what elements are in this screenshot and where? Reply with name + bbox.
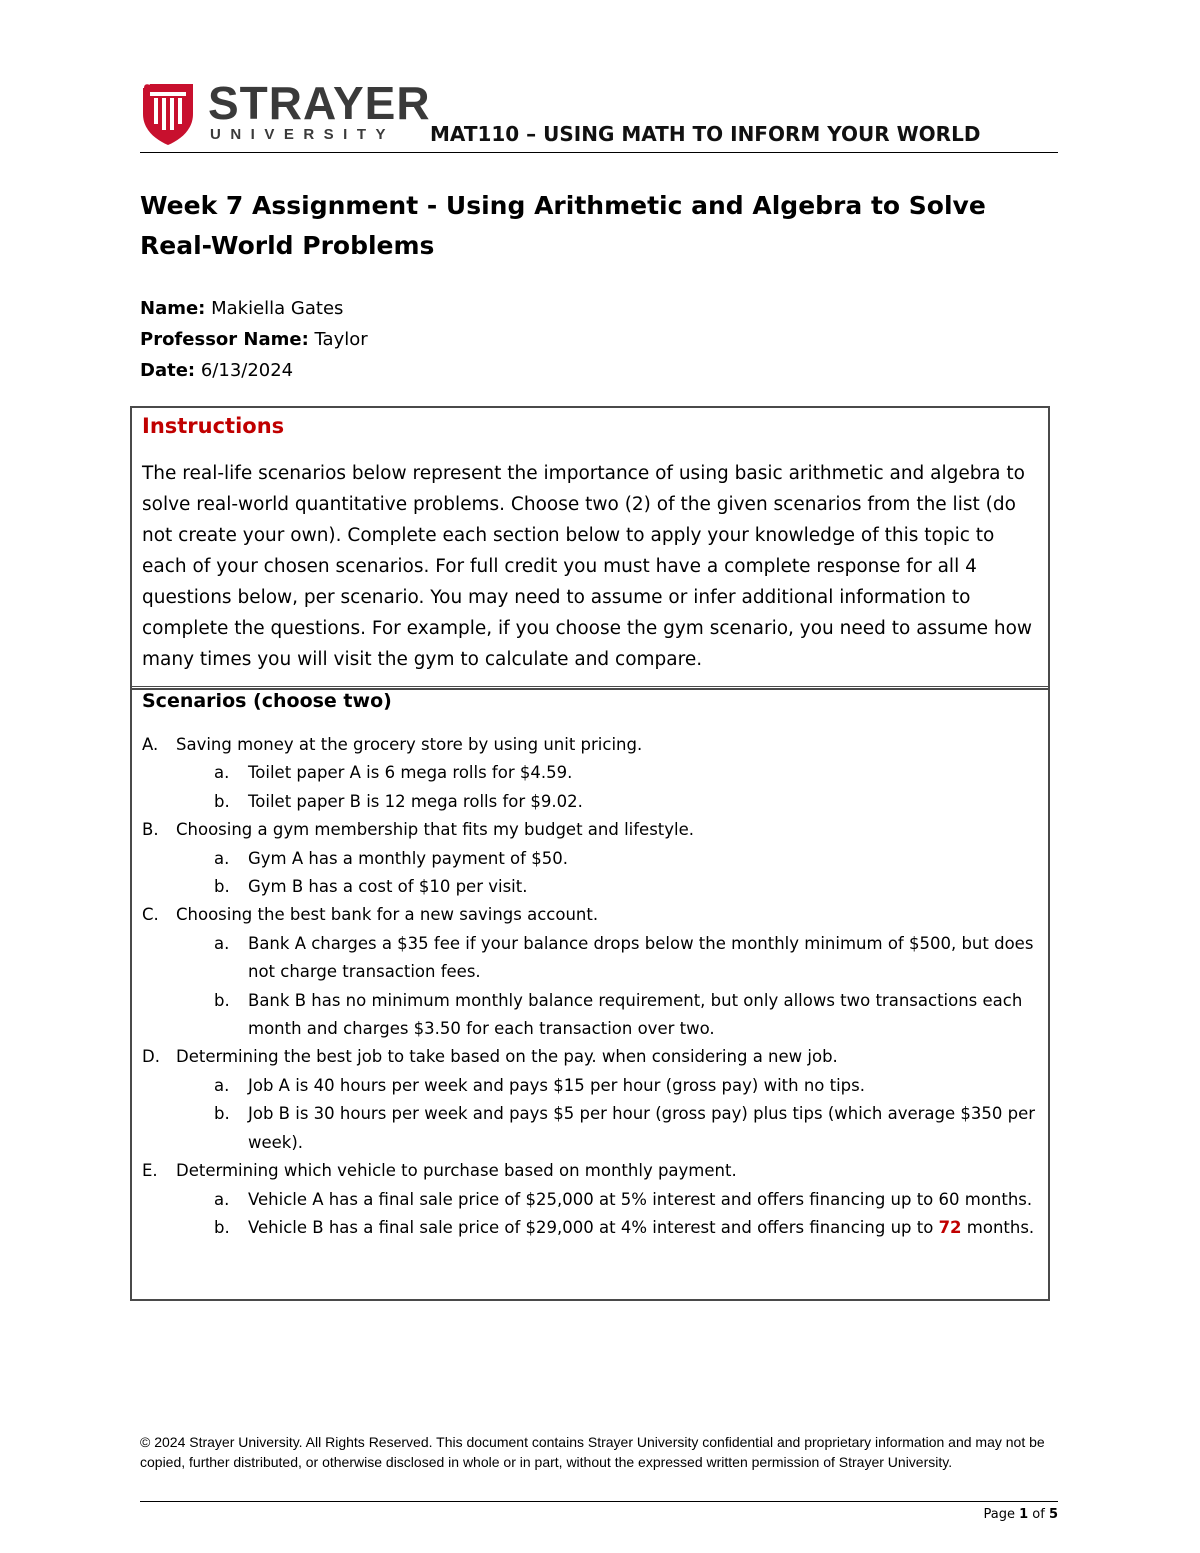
option-text: Gym B has a cost of $10 per visit. [248,877,528,897]
list-marker: D. [142,1047,160,1067]
option-text: Job B is 30 hours per week and pays $5 per hour (gross pay) plus tips (which average $350 per week). [248,1104,1036,1152]
list-marker: b. [214,1104,230,1124]
course-title: MAT110 – USING MATH TO INFORM YOUR WORLD [430,122,981,146]
scenario-b [142,816,1038,844]
date-row [140,355,368,386]
scenario-a-option-b [142,788,1038,816]
list-marker: b. [214,990,230,1010]
list-marker: a. [214,848,230,868]
strayer-logo [140,77,431,146]
option-text: Bank B has no minimum monthly balance requirement, but only allows two transactions each month and charges $3.50 for each transaction over two. [248,990,1023,1039]
header-divider [140,152,1058,153]
list-marker: A. [142,735,159,754]
student-info [140,293,368,386]
scenario-text: Determining the best job to take based on the pay. when considering a new job. [176,1047,838,1067]
option-text: Gym A has a monthly payment of $50. [248,848,568,868]
list-marker: a. [214,763,230,783]
page-word: Page [983,1507,1015,1522]
instructions-box [130,406,1050,690]
list-marker: B. [142,820,159,840]
logo-subtitle: UNIVERSITY [210,126,396,143]
scenario-c-option-a [142,930,1038,987]
list-marker: a. [214,1075,230,1095]
copyright-notice: © 2024 Strayer University. All Rights Reserved. This document contains Strayer University confidential and proprietary information and may not be copied, further distributed, or otherwise disclosed in whole or in part, without the expressed written permission of Strayer University. [140,1434,1045,1470]
scenario-c-option-b [142,987,1038,1044]
scenario-c [142,901,1038,929]
scenario-text: Saving money at the grocery store by using unit pricing. [176,735,643,754]
page-of: of [1032,1507,1045,1522]
shield-icon [140,80,196,146]
scenario-b-option-b [142,873,1038,901]
instructions-heading: Instructions [142,414,285,438]
list-marker: E. [142,1161,158,1181]
professor-value: Taylor [314,329,368,350]
option-text: Toilet paper B is 12 mega rolls for $9.02. [248,791,583,811]
option-text-start: Vehicle B has a final sale price of $29,000 at 4% interest and offers financing up to [248,1217,939,1237]
scenario-e [142,1157,1038,1185]
list-marker: a. [214,933,230,953]
assignment-title: Week 7 Assignment - Using Arithmetic and Algebra to Solve Real-World Problems [140,191,986,260]
scenario-b-option-a [142,845,1038,873]
date-label: Date: [140,360,196,381]
page-total: 5 [1048,1507,1058,1522]
scenario-a-option-a [142,759,1038,787]
list-marker: b. [214,877,230,897]
footer-divider [140,1501,1058,1502]
scenarios-heading: Scenarios (choose two) [142,690,392,712]
scenarios-box [130,686,1050,1301]
option-text: Toilet paper A is 6 mega rolls for $4.59. [248,763,573,783]
professor-label: Professor Name: [140,329,309,350]
list-marker: a. [214,1189,230,1209]
scenario-e-option-b [142,1214,1038,1242]
date-value: 6/13/2024 [200,360,294,381]
professor-row [140,324,368,355]
scenarios-list [142,731,1038,1242]
scenario-d-option-b [142,1100,1038,1157]
scenario-a [142,731,1038,759]
name-value: Makiella Gates [211,298,344,319]
option-text: Vehicle A has a final sale price of $25,000 at 5% interest and offers financing up to 60 months. [248,1189,1033,1209]
scenario-d-option-a [142,1072,1038,1100]
page-current: 1 [1019,1507,1029,1522]
logo-wordmark: STRAYER [208,77,431,129]
page-number [983,1507,1058,1522]
highlighted-term: 72 [938,1217,962,1237]
scenario-text: Choosing a gym membership that fits my budget and lifestyle. [176,820,695,840]
option-text: Job A is 40 hours per week and pays $15 per hour (gross pay) with no tips. [248,1075,865,1095]
option-text: Bank A charges a $35 fee if your balance drops below the monthly minimum of $500, but does not charge transaction fees. [248,933,1034,982]
scenario-e-option-a [142,1186,1038,1214]
name-row [140,293,368,324]
list-marker: b. [214,1217,230,1237]
option-text-end: months. [961,1217,1035,1237]
scenario-text: Determining which vehicle to purchase based on monthly payment. [176,1161,737,1181]
instructions-body: The real-life scenarios below represent the importance of using basic arithmetic and algebra to solve real-world quantitative problems. Choose two (2) of the given scenarios from the list (do not create your own). Complete each section below to apply your knowledge of this topic to each of your chosen scenarios. For full credit you must have a complete response for all 4 questions below, per scenario. You may need to assume or infer additional information to complete the questions. For example, if you choose the gym scenario, you need to assume how many times you will visit the gym to calculate and compare. [142,463,1033,670]
scenario-text: Choosing the best bank for a new savings account. [176,905,599,925]
name-label: Name: [140,298,206,319]
option-text [142,1214,1038,1242]
list-marker: C. [142,905,159,925]
scenario-d [142,1043,1038,1071]
list-marker: b. [214,791,230,811]
